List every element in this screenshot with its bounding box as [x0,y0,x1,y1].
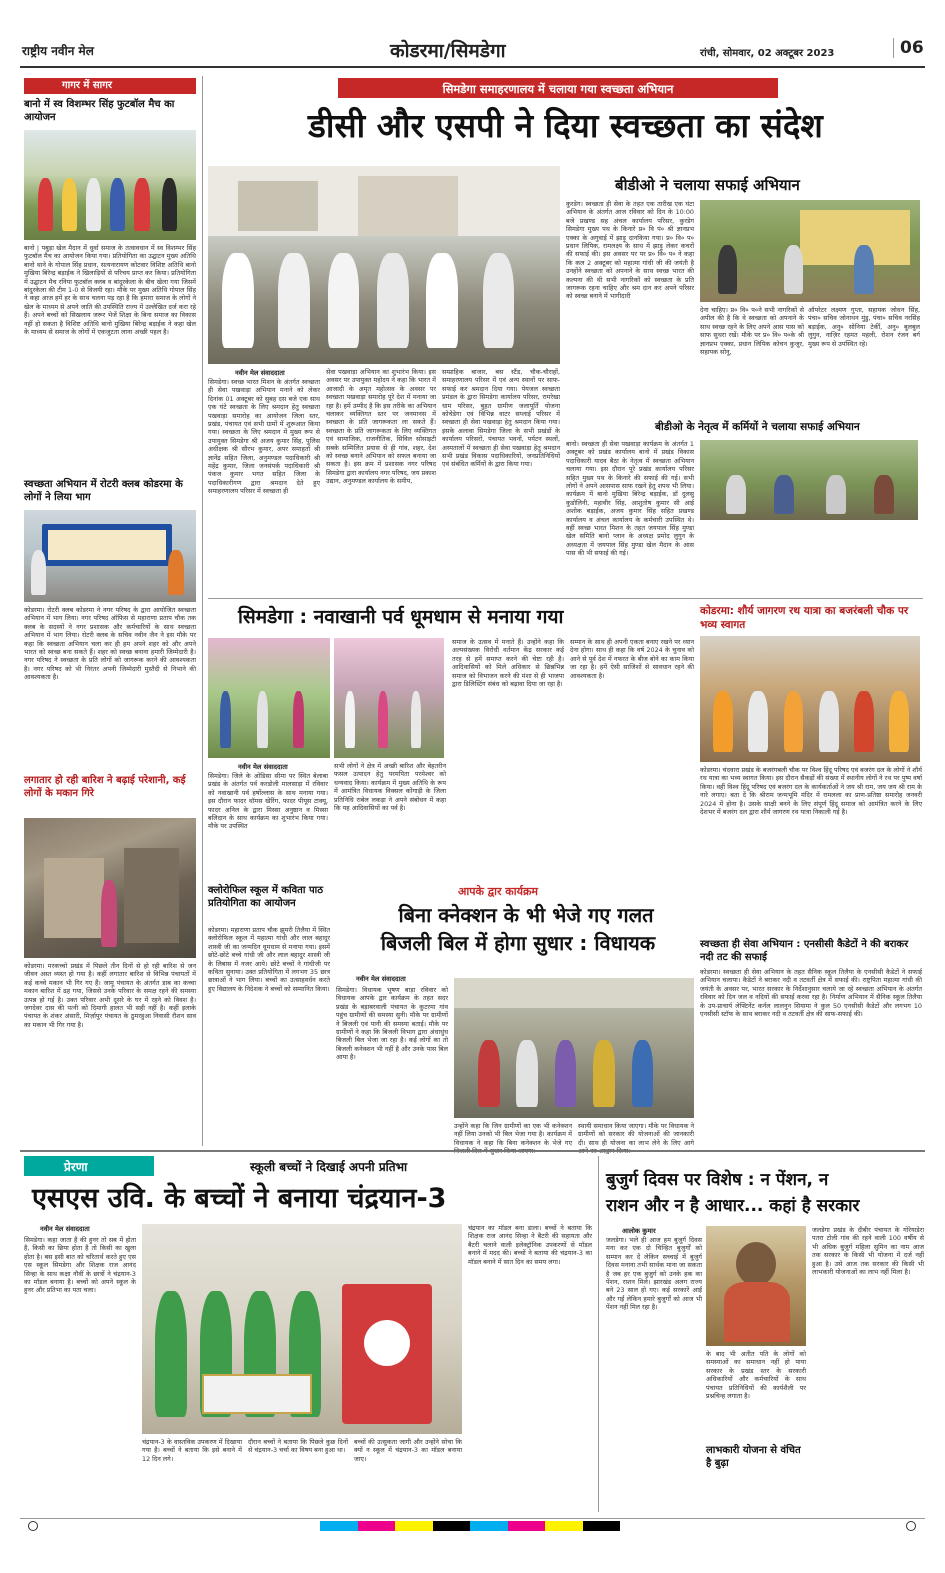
story-body: कोडरमा। स्वच्छता ही सेवा अभियान के तहत सैनिक स्कूल तिलैया के एनसीसी कैडेटों ने सफाई अभियान चलाया। कैडेटों ने बराकर नदी व तटवर्ती क्षेत्र में सफाई की। राष्ट्रपिता महात्मा गांधी की जयंती के अवसर पर, भारत सरकार के निर्देशानुसार चलाये जा रहे स्वच्छता अभियान के अंतर्गत रविवार को दिन जल व नदियों की सफाई करवा रहा है। निर्माण अभियान में सैनिक स्कूल तिलैया के उप-प्राचार्य लेफ्टिनेंट कर्नल लालनुन सियामा ने कुल 50 एनसीसी कैडेटों और लगभग 10 एनसीसी स्टॉफ के साथ बराकर नदी व तटवर्ती क्षेत्र की साफ-सफाई की। [700,968,922,1019]
vidhayak-meeting-photo [454,978,694,1118]
horizontal-rule [208,598,923,599]
byline: नवीन मेल संवाददाता [235,369,285,377]
story-body: सिमडेगा। स्वच्छ भारत मिशन के अंतर्गत स्वच्छता ही सेवा पखवाड़ा अभियान मनाने को लेकर दिनांक 01 अक्टूबर को सुबह दस बजे एक साथ एक घंटे स्वच्छता के लिए श्रमदान हेतु स्वच्छता पखवाड़ा समारोह का आयोजन जिला स्तर, प्रखंड, पंचायत एवं सभी ग्रामों में शुरूआत किया गया। स्वच्छता के लिए श्रमदान में मुख्य रूप से उपायुक्त सिमडेगा श्री अजय कुमार सिंह, पुलिस अधीक्षक श्री सौरभ कुमार, अपर समाहर्ता श्री ज्ञानेंद्र सहित जिला, अनुमण्डल पदाधिकारी श्री महेंद्र कुमार, जिला जनसंपर्क पदाधिकारी श्री पंकज कुमार भगत सहित जिला के पदाधिकारीगण द्वारा श्रमदान देते हुए समाहरणालय परिसर में स्वच्छता ही [208,378,320,496]
column-rule [598,1156,599,1512]
story-headline: बानो में स्व विशम्भर सिंह फुटबॉल मैच का आयोजन [24,99,175,123]
color-swatch [395,1521,433,1531]
story-body: सिमडेगा। जिले के ओडिसा सीमा पर स्थित बेलाबा प्रखंड के अंतर्गत पर्व करडोली मालसाड़ा में रविवार को नवाखानी पर्व हर्षोल्लास के साथ मनाया गया। इस दौरान फादर थॉमस खेरिंग, फादर पीयूस टाक्यू, फादर अनिल के द्वारा मिस्सा अनुष्ठान व मिस्सा बलिदान के साथ कार्यक्रम का शुभारंभ किया गया। मौके पर उपस्थित [208,772,328,831]
story-body: दौरान बच्चों ने बताया कि पिछले कुछ दिनों से चंद्रयान-3 चर्चा का विषय बना हुआ था। [248,1438,348,1455]
story-body: कोडरमा। मरकच्चो प्रखंड में पिछले तीन दिनों से हो रही बारिश से जन जीवन अस्त व्यस्त हो गया है। कहीं लगातार बारिश से विभिन्न पंचायतों में कई कच्चे मकान भी गिर गए हैं। जामू पंचायत के अंतर्गत डाब का कच्चा मकान बारिश में ढह गया, जिससे उनके परिवार के समक्ष रहने की समस्या उत्पन्न हो गई है। उक्त परिवार अभी दूसरे के घर में रहने को विवश है। जगदेवर दास की पत्नी को दिमागी हालत भी सही नहीं है। कहीं इलाके पंचायत के शंकर अंसारी, मिर्ज़ापुर पंचायत के ठुमरहुआ निवासी रौशन साव का मकान भी गिर गया है। [24,962,196,1029]
story-headline: बुजुर्ग दिवस पर विशेष : न पेंशन, न [606,1170,829,1190]
story-kicker: स्कूली बच्चों ने दिखाई अपनी प्रतिभा [250,1160,408,1174]
story-body: के बाद भी अतीत पति के लोगों को समस्याओं का समाधान नहीं हो पाया सरकार के प्रखंड स्तर के सरकारी अधिकारियों और कर्मचारियों के साथ पंचायत प्रतिनिधियों की कार्यशैली पर प्रश्नचिन्ह लगाता है। [706,1350,806,1401]
story-kicker: सिमडेगा समाहरणालय में चलाया गया स्वच्छता अभियान [442,82,674,96]
cleanliness-drive-photo [208,166,560,364]
bano-office-photo [700,440,918,520]
story-headline: एसएस उवि. के बच्चों ने बनाया चंद्रयान-3 [32,1183,447,1214]
elderly-woman-photo [706,1226,806,1346]
story-headline: बिजली बिल में होगा सुधार : विधायक [380,931,656,955]
story-body: कुरडेग। स्वच्छता ही सेवा के तहत एक तारीख एक घंटा अभियान के अंतर्गत आज रविवार को दिन के 10:00 बजे प्रखण्ड सह अंचल कार्यालय परिसर, कुरडेग सिमडेगा मुख्य पथ के किनारे प्र० वि पं० श्री ज्ञानप्रभ एक्का के अगुवाई में झाड़ू दानकिया गया। प्र० वि० प० प्रधान लिपिक, रामलक्ष्य के साथ में झाड़ू लेकर कचरों की सफाई की। इस अवसर पर पर प्र० वि० प० ने कहा कि कल 2 अक्टूबर को महात्मा गांधी जी की जयंती है उनहोंने स्वच्छता को अपनाने के साथ स्वच्छ भारत की कल्पना की थी सभी नागरिकों को स्वच्छता के प्रति जागरूक रहना चाहिए और श्रम दान कर अपने परिसर को स्वच्छ बनाने में भागीदारी [566,200,694,301]
story-body: बानो। स्वच्छता ही सेवा पखवाड़ा कार्यक्रम के अंतर्गत 1 अक्टूबर को प्रखंड कार्यालय बानो में प्रखंड विकास पदाधिकारी यादव बैठा के नेतृत्व में स्वच्छता अभियान चलाया गया। इस दौरान पूरे प्रखंड कार्यालय परिसर सहित मुख्य पथ के किनारे की सफाई की गई। सभी लोगों ने अपने आसपास साफ रखने हेतु शपथ भी लिया। कार्यक्रम में बानो मुखिया बिरेन्द्र बड़ाईक, डॉ दुलसु कुडोलिनी, महावीर सिंह, आशुतोष कुमार सी आई अशोक बड़ाईक, अजय कुमार सिंह सहित प्रखण्ड कार्यालय व अंचल कार्यालय के कर्मचारी उपस्थित थे। वहीं स्वच्छ भारत मिशन के तहत जयपाल सिंह मुण्डा खेल समिति बानो प्लान के अध्यक्ष प्रमोद लुगुन के अध्यक्षता में जयपाल सिंह मुण्डा खेल मैदान के आस पास की भी सफाई की गई। [566,440,694,558]
band-label: प्रेरणा [64,1160,88,1174]
story-body: सिमडेगा। कहा जाता है की हुनर तो सब में होता है, किसी का छिपा होता है तो किसी का खुला होता है। बस इसी बात को चरितार्थ करते हुए एस एस स्कूल सिमडेगा और शिक्षक राज आनंद सिन्हा के साथ कक्षा नौवीं के छात्रों ने चंद्रयान-3 का मॉडल बनाया है। बच्चों को अपने स्कूल के हुनर और प्रतिभा का पता चला। [24,1236,136,1295]
story-body: उन्होंने कहा कि जिन ग्रामीणों का एक भी कनेक्शन नहीं लिया उनको भी बिल भेजा गया है। कार्यक्रम में विधायक ने कहा कि बिना कनेक्शन के भेजे गए [454,1122,572,1147]
story-headline: स्वच्छता ही सेवा अभियान : एनसीसी कैडेटों ने की बराकर नदी तट की सफाई [700,939,909,963]
story-body: कोडरमा। रोटरी क्लब कोडरमा ने नगर परिषद के द्वारा आयोजित स्वच्छता अभियान में भाग लिया। नगर परिषद ऑफिस से महाराणा प्रताप चौक तक क्लब के सदस्यों ने नगर प्रशासक और कर्मचारियों के साथ स्वच्छता अभियान में भाग लिया। रोटरी क्लब के सचिव नवीन जैन ने इस मौके पर कहा कि स्वच्छता अभियान चला कर ही हम अपने शहर को और अपने भारत को स्वच्छ बना सकते हैं। शहर को स्वच्छ बनाना हमारी जिम्मेदारी है। नगर परिषद ने स्वच्छता के प्रति लोगों को जागरूक करने की आवश्यकता है। नगर परिषद को भी निरंतर अपनी जिम्मेदारी मुस्तैदी से निभाने की आवश्यकता है। [24,606,196,682]
color-swatch [358,1521,396,1531]
story-body: चंद्रयान-3 के वास्तविक उपकरण में दिखाया गया है। बच्चों ने बताया कि इसे बनाने में 12 दिन लगे। [142,1438,242,1463]
byline: नवीन मेल संवाददाता [356,975,406,983]
color-swatch [545,1521,583,1531]
section-band: गागर में सागर [24,78,196,94]
brand-name: राष्ट्रीय नवीन मेल [22,44,94,58]
story-kicker: आपके द्वार कार्यक्रम [458,885,538,898]
color-bar [320,1521,620,1531]
story-headline: बीडीओ ने चलाया सफाई अभियान [615,176,800,194]
story-body: सम्प्राहिक बाजार, बस स्टैंड, चौक-चौराहों, समाहरणालय परिसर में एवं अन्य स्थानों पर साफ-सफाई कर श्रमदान दिया गया। पेयजल स्वच्छता प्रमंडल के द्वारा सिमडेगा कार्यालय परिसर, रामरेखा धाम परिसर, बुहत ग्रामीण जलापूर्ति योजना कोचेडेगा एवं विभिन्न वाटर सप्लाई परिसर में स्वच्छता ही सेवा पखवाड़ा हेतु श्रमदान किया गया। इसके अलावा सिमडेगा जिला के सभी प्रखंडों के कार्यालय परिसरों, पंचायत भवनों, पर्यटन स्थलों, अस्पतालों में स्वच्छता ही सेवा पखवाड़ा हेतु श्रमदान सभी प्रखंड विकास पदाधिकारियों, जनप्रतिनिधियों एवं संबंधित कर्मियों के द्वारा किया गया। [442,368,560,469]
story-subhead: लाभकारी योजना से वंचित है बुढ़ा [706,1445,801,1469]
story-body: सिमडेगा। विधायक भूषण बाड़ा रविवार को विधायक आपके द्वार कार्यक्रम के तहत सदर प्रखंड के बड़ाबरवाली पंचायत के कुटरमा गांव पहुंच ग्रामीणों की समस्या सुनी। मौके पर ग्रामीणों ने बिजली एवं पानी की समस्या बताई। मौके पर ग्रामीणों ने कहा कि बिजली विभाग द्वारा अंधाधुंध बिजली बिल भेजा जा रहा है। कई लोगों का तो बिजली कनेक्शन भी नहीं है और उनके पास बिल आया है। [336,986,448,1062]
kicker-band [338,78,778,98]
rath-yatra-photo [700,636,920,762]
registration-mark [28,1521,38,1531]
byline: नवीन मेल संवाददाता [40,1225,90,1233]
color-swatch [508,1521,546,1531]
color-swatch [433,1521,471,1531]
color-swatch [320,1521,358,1531]
section-title: कोडरमा/सिमडेगा [390,40,506,62]
story-body: देना चाहिए। प्र० वि० प०ने सभी नागरिकों से अपील की है कि वे स्वच्छता को अपनाने के साथ स्वच्छ रहने के लिए अपने आस पास को साफ सुथरा रखें। मौके पर प्र० वि० प०के श्री ज्ञानप्रभ एक्का, प्रधान लिपिक कोचन कुजूर, सहायक सोनू, [700,306,804,357]
top-headline: डीसी और एसपी ने दिया स्वच्छता का संदेश [308,106,823,145]
story-headline: राशन और न है आधार... कहां है सरकार [606,1196,860,1216]
story-headline: लगातार हो रही बारिश ने बढ़ाई परेशानी, कई लोगों के मकान गिरे [24,775,186,799]
story-headline: स्वच्छता अभियान में रोटरी क्लब कोडरमा के लोगों ने लिया भाग [24,479,183,503]
registration-mark [906,1521,916,1531]
footer-bar [20,1518,925,1532]
football-photo [24,130,196,240]
horizontal-rule [20,1150,925,1152]
story-body: सभी लोगों ने क्षेत्र में अच्छी बारिश और बेहतरीन फसल उत्पादन हेतु परमपिता परमेश्वर को धन्यवाद किया। कार्यक्रम में मुख्य अतिथि के रूप में आमंत्रित विधायक विक्सल कोंगाड़ी के जिला प्रतिनिधि राबेल लकड़ा ने अपने संबोधन में कहा कि यह आदिवासियों का पर्व है। [334,762,446,813]
story-body: कोडरमा। महाराणा प्रताप चौक झुमरी तिलैया में स्थित क्लोरोफिल स्कूल में महात्मा गांधी और लाल बहादुर शास्त्री जी का जन्मदिन धूमधाम से मनाया गया। इसमें छोटे-छोटे बच्चे गांधी जी और लाल बहादुर शास्त्री जी के लिबास में नजर आये। छोटे बच्चों ने गांधीजी पर कविता सुनाया। उक्त प्रतियोगिता में लगभग 35 छात्र छात्राओं ने भाग लिया। बच्चों का उत्साहवर्धन करते हुए विद्यालय के निदेशक ने बच्चों को सम्मानित किया। [208,926,330,993]
prerna-band [24,1156,154,1176]
story-body: स्थायी समाधान किया जाएगा। मौके पर विधायक ने ग्रामीणों को सरकार की योजनाओं की जानकारी दी। साथ ही योजना का लाभ लेने के लिए आगे [578,1122,694,1147]
story-body: सेवा पखवाड़ा अभियान का शुभारंभ किया। इस अवसर पर उपायुक्त महोदय ने कहा कि भारत में आजादी के अमृत महोत्सव के अवसर पर स्वच्छता पखवाड़ा समारोह पूरे देश में मनाया जा रहा है। हमें उम्मीद है कि इस तरीके का अभियान चलाकर व्यक्तिगत स्तर पर जनमानस में स्वच्छता के प्रति जागरूकता ला सकते हैं। स्वच्छता के प्रति जागरूकता के लिए व्यक्तिगत एवं सामाजिक, राजनीतिक, सिविल सोसाइटी सबके सम्मिलित प्रयास से ही गांव, शहर, देश को स्वच्छ बनाने अभियान को सफल बनाया जा सकता है। इस क्रम में प्रशासक नगर परिषद सिमडेगा द्वारा कार्यालय नगर परिषद, जय प्रकाश उद्यान, अनुमण्डल कार्यालय के समीप, [326,368,436,486]
story-headline: कोडरमा: शौर्य जागरण रथ यात्रा का बजरंबली चौक पर भव्य स्वागत [700,605,909,631]
color-swatch [583,1521,621,1531]
color-swatch [470,1521,508,1531]
page-number: 06 [893,38,924,58]
column-rule [202,76,203,1146]
story-body: ऑपरेटर लक्ष्मण गुप्ता, सहायक जोधन सिंह, पंचा० सचिव जोनाथन मुंडु, पंचा० सचिव नरसिंह बड़ाईक, अनु० सोनिया टेर्की, अनु० बुलबुल लुगुन, नाज़िर रहमत महली, रोशन रंजन बर्ग मुख्य रूप से उपस्थित रहे। [808,306,920,348]
story-body: जलडेगा। भले ही आज हम बुजुर्ग दिवस मना कर एक दो चिन्हित बुजुर्गों को सम्मान कर दें लेकिन सच्चाई में बुजुर्ग दिवस मनाना तभी सार्थक माना जा सकता है जब हर एक बुजुर्ग को उनके हक का पेंशन, राशन मिले। झारखंड अलग राज्य बने 23 साल हो गए। कई सरकारें आईं और गईं लेकिन हमारे बुजुर्गों को आज भी पेंशन नहीं मिल रहा है। [606,1236,702,1312]
story-headline: क्लोरोफिल स्कूल में कविता पाठ प्रतियोगिता का आयोजन [208,885,324,909]
story-body: सम्मान के साथ ही अपनी एकता बनाए रखने पर ध्यान देना होगा। साथ ही कहा कि वर्ष 2024 के चुनाव को आने से पूर्व देश में नफरत के बीज बोने का काम किया जा रहा है। हमें ऐसी साजिशों से सावधान रहने की आवश्यकता है। [570,638,694,680]
rotary-photo [24,510,196,602]
story-body: जलडेगा प्रखंड के दीबीर पंचायत के गोरेयाडेरा पतरा टोली गांव की रहने वाली 100 वर्षीय से भी अधिक बुजुर्ग महिला सुमिन का नाम आज तक सरकार के किसी भी योजना में दर्ज नहीं हुआ है। उसे आज तक सरकार की किसी भी लाभकारी योजनाओं का लाभ नहीं मिला है। [812,1226,924,1277]
nawakhani-photo-2 [334,638,444,758]
dateline: रांची, सोमवार, 02 अक्टूबर 2023 [700,48,835,59]
byline: नवीन मेल संवाददाता [238,763,288,771]
story-headline: बिना क्नेक्शन के भी भेजे गए गलत [398,903,654,927]
story-body: चंद्रयान का मॉडल बना डाला। बच्चों ने बताया कि शिक्षक राज आनंद सिन्हा ने बैटरी की सहायता और बैटरी चलाने वाली इलेक्ट्रॉनिक उपकरणों से मॉडल बनाने में मदद की। बच्चों ने बताया की चंद्रयान-3 का मॉडल बनाने में सात दिन का समय लगा। [468,1224,592,1266]
story-body: कोडरमा। चंदवारा प्रखंड के बजरंगबली चौक पर विश्व हिंदू परिषद एवं बजरंग दल के लोगों ने शौर्य रथ यात्रा का भव्य स्वागत किया। इस दौरान सैकड़ों की संख्या में स्थानीय लोगों ने रथ पर पुष्प वर्षा किया। वहीं विश्व हिंदू परिषद एवं बजरंग दल के कार्यकर्ताओं ने जय श्री राम, जय जय श्री राम के नारे लगाए। बता दें कि श्रीराम जन्मभूमि मंदिर में रामलला का प्राण-प्रतिष्ठा समारोह जनवरी 2024 में होना है। उसके साक्षी बनने के लिए संपूर्ण हिंदू समाज को आमंत्रित करने के लिए देशभर में बजरंग दल द्वारा शौर्य जागरण रथ यात्रा निकाली गई है। [700,766,922,817]
story-headline: सिमडेगा : नवाखानी पर्व धूमधाम से मनाया गया [238,606,564,628]
masthead [20,34,925,68]
story-body: बच्चों की उत्सुकता जागी और उन्होंने सोचा कि क्यों न स्कूल में चंद्रयान-3 का मॉडल बनाया जाए। [354,1438,462,1463]
chandrayaan-model-photo [142,1224,462,1434]
collapsed-house-photo [24,818,196,958]
bdo-cleaning-photo [700,200,920,302]
story-headline: बीडीओ के नेतृत्व में कर्मियों ने चलाया सफाई अभियान [655,421,860,433]
story-body: बानो | पबुड़ा खेल मैदान में धुर्वा समाज के तत्वावधान में स्व विशम्भर सिंह फुटबॉल मैच का आयोजन किया गया। प्रतियोगिता का उद्घाटन मुख्य अतिथि बानो थाने के गोपाल सिंह प्रधान, सत्यनारायण कोटवार विशिष्ट अतिथि बानो मुखिया बिरेन्द्र बड़ाईक ने खिलाड़ियों से परिचय प्राप्त कर किया। प्रतियोगिता में उद्घाटन मैच रनिया फुटबॉल क्लब व बांदुरकेला के बीच खेला गया जिसमें बांदुरकेला की टीम 1-0 से विजयी रहा। मौके पर मुख्य अतिथि गोपाल सिंह ने कहा आज हमें हर के साथ चलना पड़ रहा है कि हमारा समाज के लोगों ने खेल के माध्यम से अपने जाति की उपस्थिति राज्य में उल्लेखित दर्ज करा रहे हैं। अपने बच्चों को सिखलाय जरूर भेजें शिक्षा के बिना समाज का विकास नहीं हो सकता है विशिष्ट अतिथि बानो मुखिया बिरेन्द्र बड़ाईक ने कहा खेल के माध्यम से समाज के लोगों में एकजुटता लाना अच्छी पहल है। [24,244,196,337]
nawakhani-photo-1 [208,638,330,758]
byline: आलोक कुमार [622,1227,656,1235]
story-body: समाज के उत्सव में मनाते हैं। उन्होंने कहा कि अल्पसंख्यक विरोधी वर्तमान केंद्र सरकार कई तरह से हमें समाप्त करने की चेष्टा रही है। आदिवासियों को मिले अधिकार से छिन्नभिन्न समाज को विभाजन करने की मंशा से ही भाजपा द्वारा डिलिस्टिंग संबंध को बढ़ावा दिया जा रहा है। [452,638,564,689]
